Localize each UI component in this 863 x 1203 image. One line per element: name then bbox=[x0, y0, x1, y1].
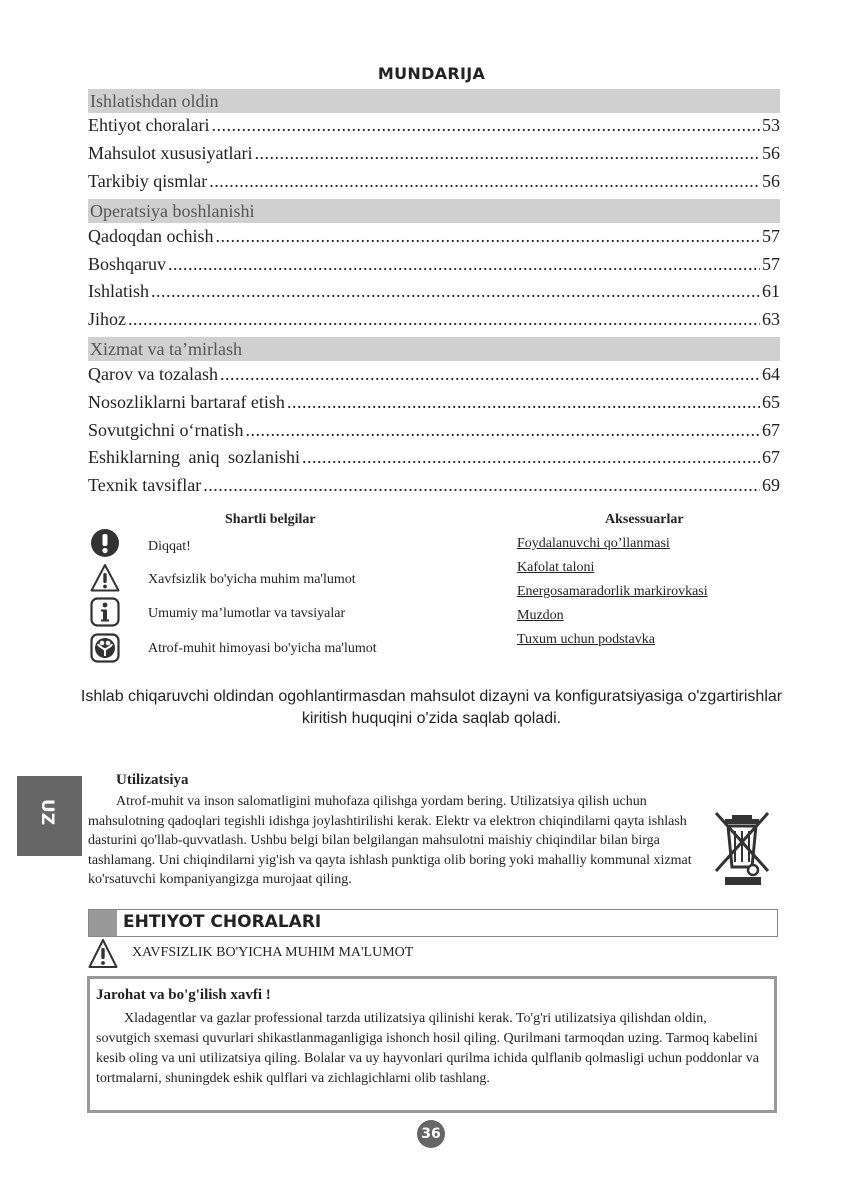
toc-entry-page: 67 bbox=[762, 447, 780, 467]
warning-box-text: Xladagentlar va gazlar professional tarzda utilizatsiya qilinishi kerak. To'g'ri utilizatsiya qilishdan oldin, sovutgich sxemasi quvurlari shikastlanmaganligiga ishonch hosil qiling. Qurilmani tarmoqdan uzing. Tarmoq kabelini kesib oling va uni utilizatsiya qiling. Bolalar va uy hayvonlari qurilma ichida qulflanib qolmasligi uchun poddonlar va tortmalarni, shuningdek eshik qulflari va zichlagichlarni olib tashlang. bbox=[96, 1011, 759, 1086]
section-header-accent bbox=[89, 910, 117, 936]
toc-entry[interactable] bbox=[88, 420, 780, 446]
toc-entry-label: Ehtiyot choralari bbox=[88, 115, 210, 135]
toc-entry[interactable] bbox=[88, 392, 780, 418]
toc-dot-leader bbox=[255, 143, 761, 164]
manufacturer-notice: Ishlab chiqaruvchi oldindan ogohlantirmasdan mahsulot dizayni va konfiguratsiyasiga o'zgartirishlar kiritish huquqini o'zida saqlab qoladi. bbox=[80, 688, 783, 727]
warning-triangle-icon bbox=[88, 938, 118, 970]
toc-section-header: Xizmat va ta’mirlash bbox=[88, 337, 780, 361]
legend-heading: Shartli belgilar bbox=[225, 512, 316, 527]
legend-item-text: Umumiy ma’lumotlar va tavsiyalar bbox=[148, 606, 346, 621]
toc-entry-label: Qadoqdan ochish bbox=[88, 226, 214, 246]
toc-entry-label: Sovutgichni o‘rnatish bbox=[88, 420, 244, 440]
toc-entry-label: Tarkibiy qismlar bbox=[88, 171, 208, 191]
weee-crossed-bin-icon bbox=[711, 809, 773, 889]
toc-section-header: Ishlatishdan oldin bbox=[88, 89, 780, 113]
legend-item-text: Xavfsizlik bo'yicha muhim ma'lumot bbox=[148, 572, 356, 587]
toc-entry[interactable] bbox=[88, 254, 780, 280]
toc-entry-label: Jihoz bbox=[88, 309, 126, 329]
warning-box bbox=[87, 976, 777, 1113]
toc-entry-page: 65 bbox=[762, 392, 780, 412]
accessory-item: Energosamaradorlik markirovkasi bbox=[517, 584, 708, 599]
toc-entry-page: 69 bbox=[762, 475, 780, 495]
toc-entry-page: 53 bbox=[762, 115, 780, 135]
section-heading: EHTIYOT CHORALARI bbox=[123, 912, 322, 932]
accessory-item: Foydalanuvchi qo’llanmasi bbox=[517, 536, 670, 551]
toc-entry[interactable] bbox=[88, 226, 780, 252]
toc-entry-page: 64 bbox=[762, 364, 780, 384]
toc-dot-leader bbox=[151, 281, 760, 302]
accessory-item: Kafolat taloni bbox=[517, 560, 595, 575]
toc-dot-leader bbox=[168, 254, 760, 275]
toc-entry-page: 57 bbox=[762, 226, 780, 246]
toc-entry[interactable] bbox=[88, 115, 780, 141]
toc-entry-page: 56 bbox=[762, 171, 780, 191]
toc-entry-page: 67 bbox=[762, 420, 780, 440]
toc-entry[interactable] bbox=[88, 475, 780, 501]
language-tab-label: UZ bbox=[37, 798, 57, 826]
toc-dot-leader bbox=[287, 392, 760, 413]
toc-entry[interactable] bbox=[88, 171, 780, 197]
safety-label: XAVFSIZLIK BO'YICHA MUHIM MA'LUMOT bbox=[132, 945, 414, 960]
toc-entry-label: Eshiklarning aniq sozlanishi bbox=[88, 447, 300, 467]
toc-dot-leader bbox=[302, 447, 760, 468]
toc-dot-leader bbox=[246, 420, 761, 441]
toc-dot-leader bbox=[203, 475, 760, 496]
toc-entry-label: Ishlatish bbox=[88, 281, 149, 301]
toc-dot-leader bbox=[209, 171, 760, 192]
section-header-bar bbox=[88, 909, 778, 937]
toc-entry-label: Qarov va tozalash bbox=[88, 364, 218, 384]
toc-dot-leader bbox=[211, 115, 760, 136]
accessories-heading: Aksessuarlar bbox=[605, 512, 684, 527]
toc-entry-page: 61 bbox=[762, 281, 780, 301]
toc-entry[interactable] bbox=[88, 281, 780, 307]
toc-dot-leader bbox=[128, 309, 760, 330]
info-icon bbox=[90, 597, 120, 627]
toc-entry[interactable] bbox=[88, 309, 780, 335]
toc-entry[interactable] bbox=[88, 143, 780, 169]
warning-box-heading: Jarohat va bo'g'ilish xavfi ! bbox=[96, 987, 271, 1003]
toc-entry[interactable] bbox=[88, 447, 780, 473]
toc-dot-leader bbox=[215, 226, 760, 247]
toc-entry[interactable] bbox=[88, 364, 780, 390]
legend-item-text: Diqqat! bbox=[148, 539, 191, 554]
toc-entry-page: 57 bbox=[762, 254, 780, 274]
utilization-heading: Utilizatsiya bbox=[116, 772, 189, 788]
toc-dot-leader bbox=[220, 364, 760, 385]
toc-section-header: Operatsiya boshlanishi bbox=[88, 199, 780, 223]
page-number: 36 bbox=[417, 1120, 445, 1148]
legend-item-text: Atrof-muhit himoyasi bo'yicha ma'lumot bbox=[148, 641, 377, 656]
warning-triangle-icon bbox=[90, 563, 120, 593]
eco-flower-icon bbox=[90, 633, 120, 663]
page-title: MUNDARIJA bbox=[377, 64, 486, 83]
toc-entry-page: 56 bbox=[762, 143, 780, 163]
toc-entry-page: 63 bbox=[762, 309, 780, 329]
toc-entry-label: Mahsulot xususiyatlari bbox=[88, 143, 253, 163]
utilization-text: Atrof-muhit va inson salomatligini muhofaza qilishga yordam bering. Utilizatsiya qilish uchun mahsulotning qadoqlari tegishli idishga joylashtirilishi kerak. Elektr va elektron chiqindilarni qayta ishlash dasturini qo'llab-quvvatlash. Ushbu belgi bilan belgilangan mahsulotni maishiy chiqindilar bilan birga tashlamang. Uni chiqindilarni yig'ish va qayta ishlash punktiga olib boring yoki mahalliy kommunal xizmat ko'rsatuvchi kompaniyangizga murojaat qiling. bbox=[88, 794, 692, 887]
toc-entry-label: Boshqaruv bbox=[88, 254, 166, 274]
accessory-item: Muzdon bbox=[517, 608, 564, 623]
exclamation-circle-icon bbox=[90, 528, 120, 558]
toc-entry-label: Texnik tavsiflar bbox=[88, 475, 202, 495]
toc-entry-label: Nosozliklarni bartaraf etish bbox=[88, 392, 285, 412]
accessory-item: Tuxum uchun podstavka bbox=[517, 632, 655, 647]
language-tab bbox=[17, 776, 82, 856]
